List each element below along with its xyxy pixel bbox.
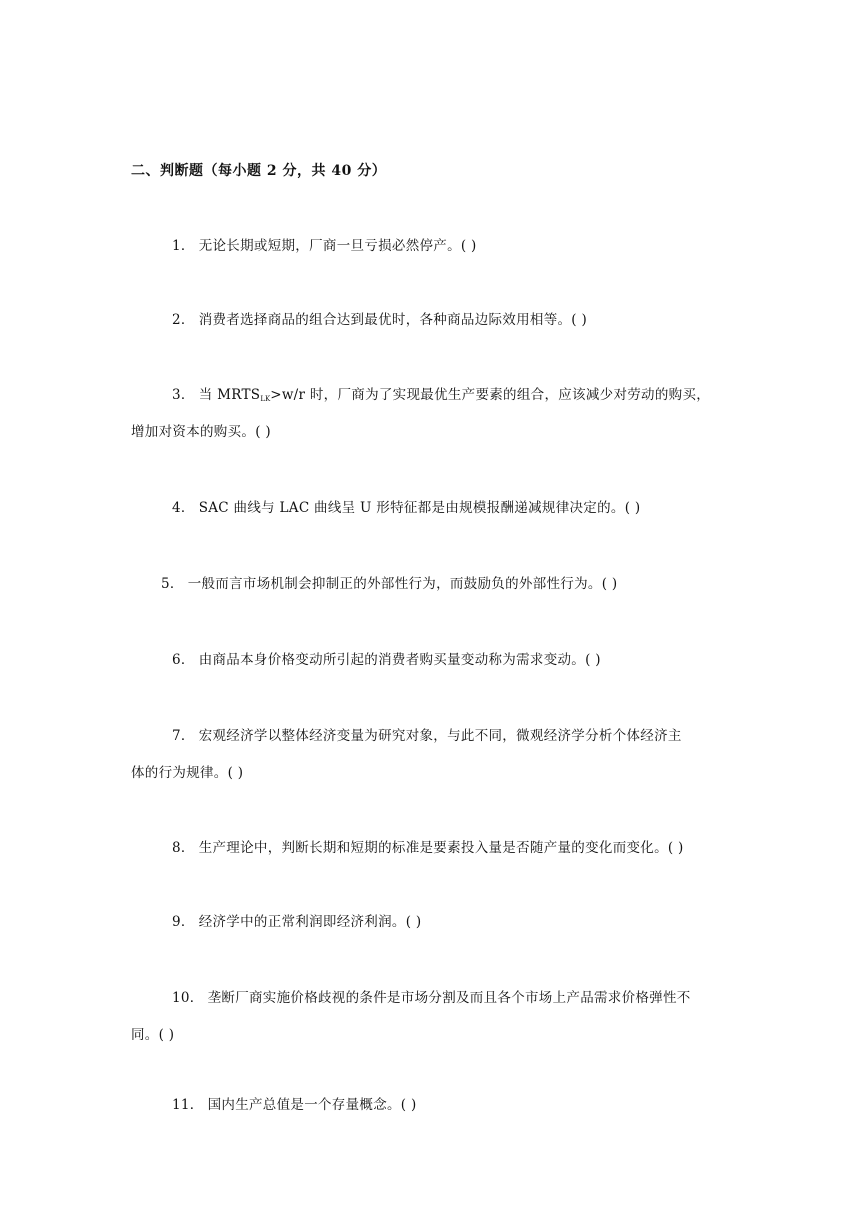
question-number: 5．	[161, 576, 184, 592]
question-number: 3．	[172, 387, 195, 403]
question-number: 4．	[172, 500, 195, 516]
section-title: 二、判断题（每小题 2 分，共 40 分）	[131, 163, 387, 179]
question-2	[172, 302, 587, 339]
question-text: 垄断厂商实施价格歧视的条件是市场分割及而且各个市场上产品需求价格弹性不	[207, 990, 691, 1006]
question-10-line2	[131, 1017, 174, 1054]
question-text-continued: 体的行为规律。( )	[131, 765, 244, 781]
question-text-continued: 同。( )	[131, 1027, 175, 1043]
question-text: 经济学中的正常利润即经济利润。( )	[198, 914, 422, 930]
question-3-line2	[131, 414, 271, 451]
question-text: 一般而言市场机制会抑制正的外部性行为，而鼓励负的外部性行为。( )	[187, 576, 618, 592]
question-5	[161, 566, 617, 603]
question-text: SAC 曲线与 LAC 曲线呈 U 形特征都是由规模报酬递减规律决定的。( )	[198, 500, 641, 516]
question-text: 宏观经济学以整体经济变量为研究对象，与此不同，微观经济学分析个体经济主	[198, 728, 682, 744]
question-3	[172, 377, 710, 418]
question-8	[172, 830, 684, 867]
question-subscript: LK	[260, 395, 271, 403]
question-text: 无论长期或短期，厂商一旦亏损必然停产。( )	[198, 238, 477, 254]
question-text-continued: 增加对资本的购买。( )	[131, 424, 271, 440]
question-text: 由商品本身价格变动所引起的消费者购买量变动称为需求变动。( )	[198, 652, 601, 668]
question-4	[172, 490, 640, 527]
question-number: 10．	[172, 990, 204, 1006]
question-number: 1．	[172, 238, 195, 254]
question-number: 6．	[172, 652, 195, 668]
question-text: 国内生产总值是一个存量概念。( )	[207, 1097, 417, 1113]
question-text: 消费者选择商品的组合达到最优时，各种商品边际效用相等。( )	[198, 312, 588, 328]
question-number: 7．	[172, 728, 195, 744]
question-10	[172, 980, 691, 1017]
question-text-pre: 当 MRTS	[198, 387, 261, 403]
question-number: 8．	[172, 840, 195, 856]
question-1	[172, 228, 477, 265]
question-9	[172, 904, 421, 941]
question-text: 生产理论中，判断长期和短期的标准是要素投入量是否随产量的变化而变化。( )	[198, 840, 684, 856]
question-number: 2．	[172, 312, 195, 328]
question-number: 9．	[172, 914, 195, 930]
question-number: 11．	[172, 1097, 204, 1113]
question-7-line2	[131, 755, 243, 792]
question-7	[172, 718, 682, 755]
question-6	[172, 642, 601, 679]
question-11	[172, 1087, 417, 1124]
question-text-post: >w/r 时，厂商为了实现最优生产要素的组合，应该减少对劳动的购买，	[270, 387, 711, 403]
